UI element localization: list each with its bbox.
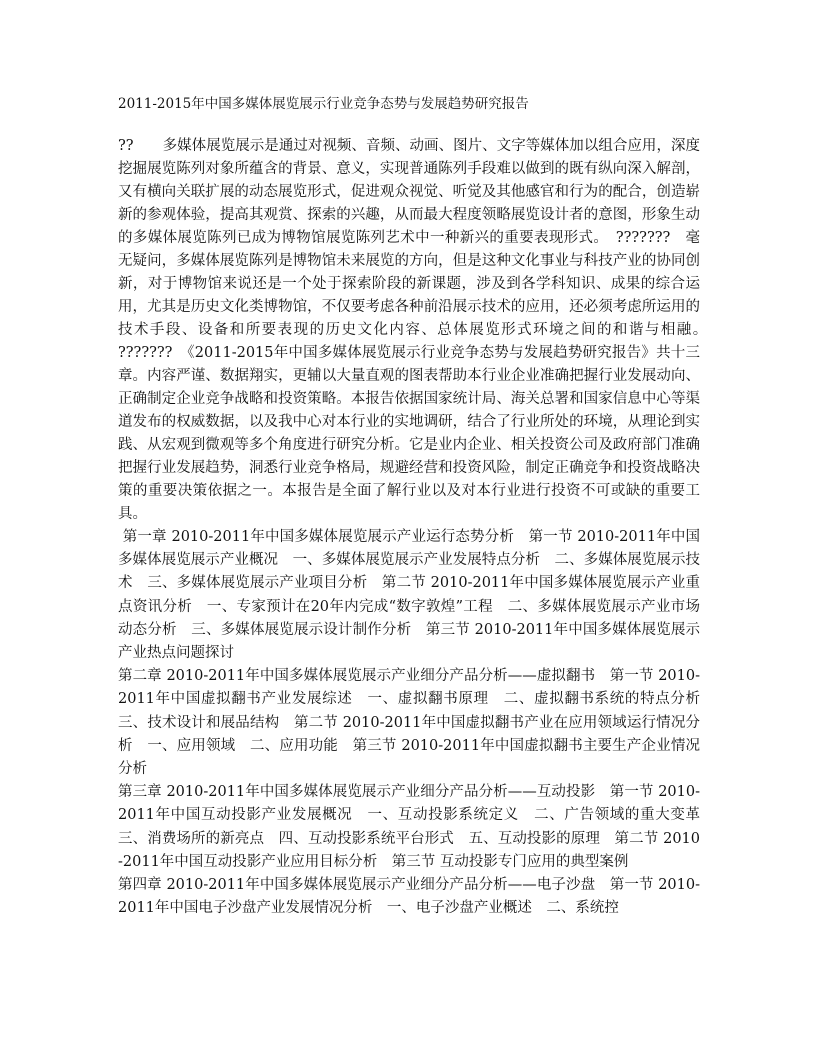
document-title: 2011-2015年中国多媒体展览展示行业竞争态势与发展趋势研究报告 xyxy=(118,96,529,112)
chapter-3-toc: 第三章 2010-2011年中国多媒体展览展示产业细分产品分析——互动投影 第一节 2010-2011年中国互动投影产业发展概况 一、互动投影系统定义 二、广告领域的重大变革 三、消费场所的新亮点 四、互动投影系统平台形式 五、互动投影的原理 第二节 2010-2011年中国互动投影产业应用目标分析 第三节 互动投影专门应用的典型案例 xyxy=(118,784,715,870)
intro-paragraph: ?? 多媒体展览展示是通过对视频、音频、动画、图片、文字等媒体加以组合应用，深度挖掘展览陈列对象所蕴含的背景、意义，实现普通陈列手段难以做到的既有纵向深入解剖，又有横向关联扩展的动态展览形式，促进观众视觉、听觉及其他感官和行为的配合，创造崭新的参观体验，提高其观赏、探索的兴趣，从而最大程度领略展览设计者的意图，形象生动的多媒体展览陈列已成为博物馆展览陈列艺术中一种新兴的重要表现形式。 ??????? 毫无疑问，多媒体展览陈列是博物馆未来展览的方向，但是这种文化事业与科技产业的协同创新，对于博物馆来说还是一个处于探索阶段的新课题，涉及到各学科知识、成果的综合运用，尤其是历史文化类博物馆，不仅要考虑各种前沿展示技术的应用，还必须考虑所运用的技术手段、设备和所要表现的历史文化内容、总体展览形式环境之间的和谐与相融。 ??????? 《2011-2015年中国多媒体展览展示行业竞争态势与发展趋势研究报告》共十三章。内容严谨、数据翔实，更辅以大量直观的图表帮助本行业企业准确把握行业发展动向、正确制定企业竞争战略和投资策略。本报告依据国家统计局、海关总署和国家信息中心等渠道发布的权威数据，以及我中心对本行业的实地调研，结合了行业所处的环境，从理论到实践、从宏观到微观等多个角度进行研究分析。它是业内企业、相关投资公司及政府部门准确把握行业发展趋势，洞悉行业竞争格局，规避经营和投资风险，制定正确竞争和投资战略决策的重要决策依据之一。本报告是全面了解行业以及对本行业进行投资不可或缺的重要工具。 xyxy=(118,138,715,522)
chapter-2-toc: 第二章 2010-2011年中国多媒体展览展示产业细分产品分析——虚拟翻书 第一节 2010-2011年中国虚拟翻书产业发展综述 一、虚拟翻书原理 二、虚拟翻书系统的特点分析 三、技术设计和展品结构 第二节 2010-2011年中国虚拟翻书产业在应用领域运行情况分析 一、应用领域 二、应用功能 第三节 2010-2011年中国虚拟翻书主要生产企业情况分析 xyxy=(118,668,715,778)
chapter-4-toc: 第四章 2010-2011年中国多媒体展览展示产业细分产品分析——电子沙盘 第一节 2010-2011年中国电子沙盘产业发展情况分析 一、电子沙盘产业概述 二、系统控 xyxy=(118,877,700,917)
chapter-1-toc: 第一章 2010-2011年中国多媒体展览展示产业运行态势分析 第一节 2010-2011年中国多媒体展览展示产业概况 一、多媒体展览展示产业发展特点分析 二、多媒体展览展示技术 三、多媒体展览展示产业项目分析 第二节 2010-2011年中国多媒体展览展示产业重点资讯分析 一、专家预计在20年内完成“数字敦煌”工程 二、多媒体展览展示产业市场动态分析 三、多媒体展览展示设计制作分析 第三节 2010-2011年中国多媒体展览展示产业热点问题探讨 xyxy=(118,529,700,662)
document-page xyxy=(118,95,715,920)
